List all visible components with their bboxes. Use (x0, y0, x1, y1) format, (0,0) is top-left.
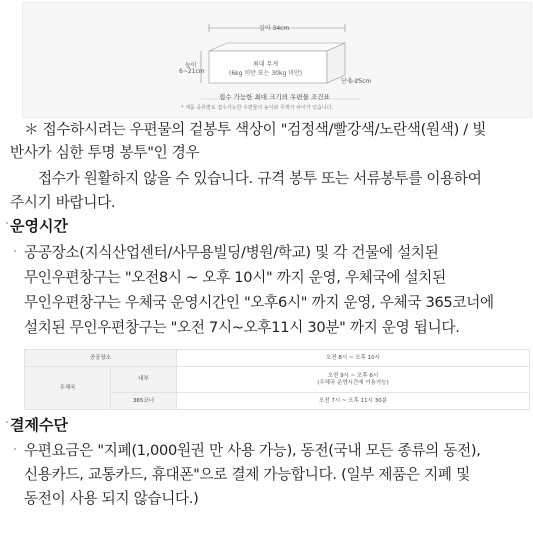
hours-line-1: 공공장소(지식산업센터/사무용빌딩/병원/학교) 및 각 건물에 설치된 (24, 244, 439, 261)
inside-value-line-2: (우체국 운영시간에 이용가능) (317, 379, 389, 386)
width-label: 단축 25cm (341, 78, 372, 85)
public-value-cell: 오전 8시 ~ 오후 10시 (177, 350, 530, 367)
size-diagram (22, 2, 532, 118)
hours-heading: 운영시간 (10, 217, 68, 235)
hours-line-4: 설치된 무인우편창구는 "오전 7시~오후11시 30분" 까지 운영 됩니다. (24, 319, 460, 336)
notice-line-2: 반사가 심한 투명 봉투"인 경우 (10, 144, 200, 161)
postoffice-label-cell: 우체국 (25, 367, 111, 410)
weight-label: 최대 무게 (253, 61, 279, 68)
bullet-dot (14, 448, 16, 450)
heading-dot (6, 222, 8, 224)
payment-heading: 결제수단 (10, 416, 68, 434)
height-label: 높이 (185, 62, 197, 69)
diagram-footnote: * 제품 종류별로 접수가능한 우편물의 높이와 무게가 차이가 있습니다. (181, 105, 334, 111)
inside-value-cell (177, 367, 530, 393)
length-label: 길이 34cm (259, 25, 290, 32)
notice-line-4: 주시기 바랍니다. (10, 194, 116, 211)
payment-line-2: 신용카드, 교통카드, 휴대폰"으로 결제 가능합니다. (일부 제품은 지폐 및 (24, 466, 470, 483)
hours-line-2: 무인우편창구는 "오전8시 ~ 오후 10시" 까지 운영, 우체국에 설치된 (24, 269, 446, 286)
corner-label-cell: 365코너 (111, 393, 177, 410)
notice-line-1: ＊ 접수하시려는 우편물의 겉봉투 색상이 "검정색/빨강색/노란색(원색) / 빛 (24, 121, 487, 138)
notice-line-3: 접수가 원활하지 않을 수 있습니다. 규격 봉투 또는 서류봉투를 이용하여 (38, 170, 482, 187)
payment-line-1: 우편요금은 "지폐(1,000원권 만 사용 가능), 동전(국내 모든 종류의 동전), (24, 442, 481, 459)
inside-label-cell: 내부 (111, 367, 177, 393)
hours-table (24, 349, 530, 410)
corner-value-cell: 오전 7시 ~ 오후 11시 30분 (177, 393, 530, 410)
weight-value: (6kg 미만 또는 30kg 미만) (229, 70, 303, 77)
height-range: 6~21cm (179, 68, 205, 75)
public-label-cell: 공공장소 (25, 350, 177, 367)
diagram-caption: 접수 가능한 최대 크기의 우편물 조건표 (219, 93, 330, 101)
payment-line-3: 동전이 사용 되지 않습니다.) (24, 490, 199, 507)
bullet-dot (14, 250, 16, 252)
inside-value-line-1: 오전 9시 ~ 오후 6시 (327, 372, 379, 379)
hours-line-3: 무인우편창구는 우체국 운영시간인 "오후6시" 까지 운영, 우체국 365코너에 (24, 294, 494, 311)
heading-dot (6, 421, 8, 423)
